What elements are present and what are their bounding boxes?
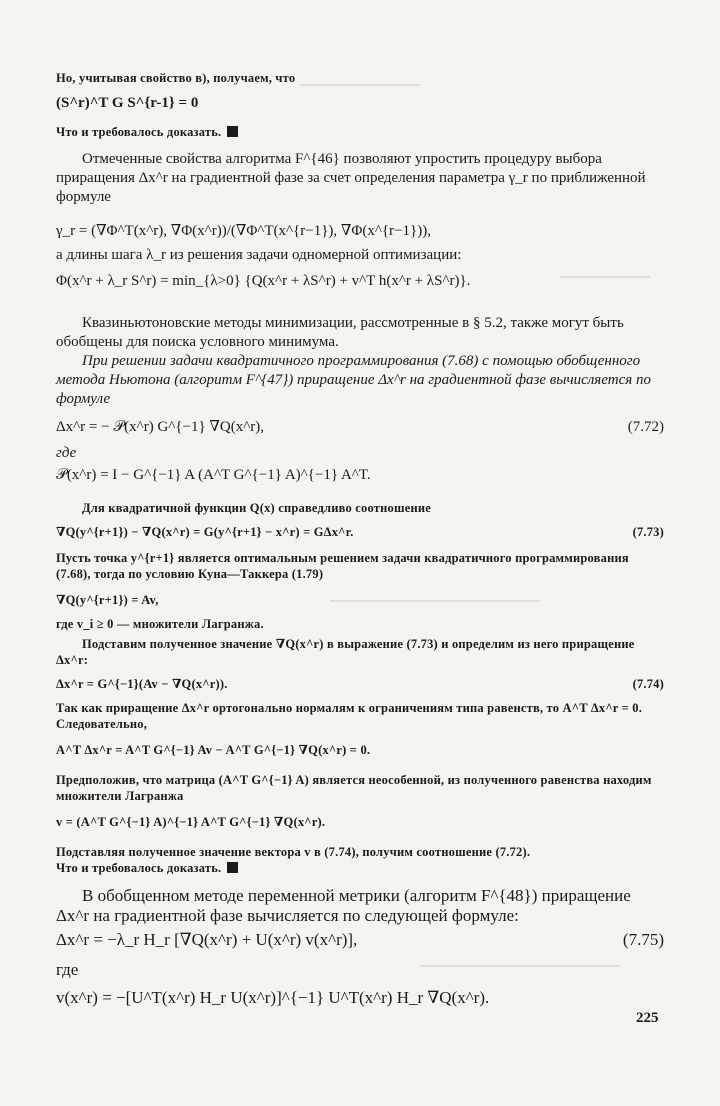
- text-line: где: [56, 960, 79, 979]
- paragraph: Подставляя полученное значение вектора v в (7.74), получим соотношение (7.72).: [56, 845, 531, 859]
- equation: 𝒫(x^r) = I − G^{−1} A (A^T G^{−1} A)^{−1} A^T.: [56, 467, 371, 483]
- equation: A^T Δx^r = A^T G^{−1} Av − A^T G^{−1} ∇Q(x^r) = 0.: [56, 743, 371, 757]
- paragraph: где v_i ≥ 0 — множители Лагранжа.: [56, 617, 264, 631]
- equation: ∇Q(y^{r+1}) = Av,: [56, 593, 159, 607]
- qed-line: [56, 860, 664, 876]
- equation: Φ(x^r + λ_r S^r) = min_{λ>0} {Q(x^r + λS^r) + v^T h(x^r + λS^r)}.: [56, 273, 471, 289]
- qed-text: Что и требовалось доказать.: [56, 125, 222, 139]
- page-number: 225: [636, 1010, 659, 1026]
- qed-square-icon: [227, 862, 238, 873]
- equation: Δx^r = −λ_r H_r [∇Q(x^r) + U(x^r) v(x^r)],: [56, 930, 358, 949]
- equation-number: (7.72): [627, 419, 664, 435]
- text-line: где: [56, 445, 77, 461]
- equation: v = (A^T G^{−1} A)^{−1} A^T G^{−1} ∇Q(x^r).: [56, 815, 326, 829]
- equation: v(x^r) = −[U^T(x^r) H_r U(x^r)]^{−1} U^T(x^r) H_r ∇Q(x^r).: [56, 988, 490, 1007]
- paragraph: Для квадратичной функции Q(x) справедливо соотношение: [82, 501, 432, 515]
- paragraph: Отмеченные свойства алгоритма F^{46} позволяют упростить процедуру выбора приращения Δx^r на градиентной фазе за счет определения параметра γ_r по приближенной формуле: [56, 151, 646, 205]
- paragraph: В обобщенном методе переменной метрики (алгоритм F^{48}) приращение Δx^r на градиентной фазе вычисляется по следующей формуле:: [56, 886, 631, 925]
- equation: Δx^r = − 𝒫(x^r) G^{−1} ∇Q(x^r),: [56, 419, 264, 435]
- equation: γ_r = (∇Φ^T(x^r), ∇Φ(x^r))/(∇Φ^T(x^{r−1}), ∇Φ(x^{r−1})),: [56, 223, 431, 239]
- paragraph: Предположив, что матрица (A^T G^{−1} A) является неособенной, из полученного равенства находим множители Лагранжа: [56, 773, 652, 803]
- equation-number: (7.74): [632, 677, 664, 691]
- qed-text: Что и требовалось доказать.: [56, 861, 222, 875]
- equation: ∇Q(y^{r+1}) − ∇Q(x^r) = G(y^{r+1} − x^r) = GΔx^r.: [56, 525, 354, 539]
- equation: (S^r)^T G S^{r-1} = 0: [56, 95, 199, 111]
- qed-square-icon: [227, 126, 238, 137]
- paragraph: Квазиньютоновские методы минимизации, рассмотренные в § 5.2, также могут быть обобщены для поиска условного минимума.: [56, 315, 624, 350]
- equation: Δx^r = G^{−1}(Av − ∇Q(x^r)).: [56, 677, 228, 691]
- qed-line: [56, 124, 664, 140]
- equation-number: (7.75): [622, 930, 664, 949]
- paragraph: Так как приращение Δx^r ортогонально нормалям к ограничениям типа равенств, то A^T Δx^r = 0. Следовательно,: [56, 701, 643, 731]
- paragraph: а длины шага λ_r из решения задачи одномерной оптимизации:: [56, 247, 462, 263]
- equation-number: (7.73): [632, 525, 664, 539]
- paragraph: Пусть точка y^{r+1} является оптимальным решением задачи квадратичного программирования (7.68), тогда по условию Куна—Таккера (1.79): [56, 551, 629, 581]
- text-line: Но, учитывая свойство в), получаем, что: [56, 71, 296, 85]
- paragraph: Подставим полученное значение ∇Q(x^r) в выражение (7.73) и определим из него приращение Δx^r:: [56, 637, 635, 667]
- paragraph: При решении задачи квадратичного программирования (7.68) с помощью обобщенного метода Ньютона (алгоритм F^{47}) приращение Δx^r на градиентной фазе вычисляется по формуле: [56, 353, 651, 407]
